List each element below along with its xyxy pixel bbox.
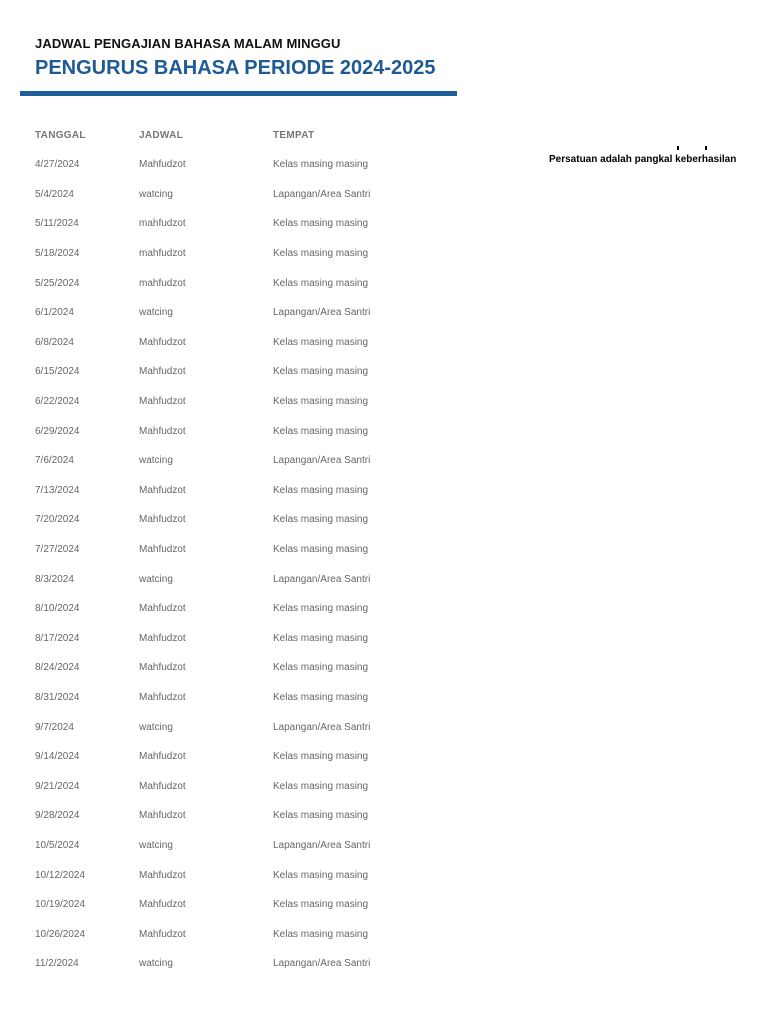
cell-tanggal: 6/1/2024 (35, 307, 74, 319)
table-row (35, 564, 433, 594)
schedule-table-body (35, 150, 433, 979)
cell-tempat: Kelas masing masing (273, 248, 369, 260)
cell-jadwal: watcing (139, 455, 173, 467)
cell-tempat: Kelas masing masing (273, 662, 369, 674)
cell-tanggal: 6/8/2024 (35, 336, 74, 348)
cell-tempat: Kelas masing masing (273, 691, 369, 703)
cell-tanggal: 9/21/2024 (35, 780, 80, 792)
table-row (35, 890, 433, 920)
cell-tempat: Lapangan/Area Santri (273, 839, 371, 851)
table-row (35, 180, 433, 210)
cell-jadwal: Mahfudzot (139, 603, 186, 615)
cell-tanggal: 10/19/2024 (35, 899, 86, 911)
table-row (35, 357, 433, 387)
table-row (35, 209, 433, 239)
cell-jadwal: Mahfudzot (139, 396, 186, 408)
table-row (35, 831, 433, 861)
cell-tempat: Kelas masing masing (273, 366, 369, 378)
cell-jadwal: Mahfudzot (139, 928, 186, 940)
cell-tanggal: 5/18/2024 (35, 248, 80, 260)
table-row (35, 624, 433, 654)
table-row (35, 268, 433, 298)
column-header-tempat: TEMPAT (273, 130, 315, 141)
cell-jadwal: Mahfudzot (139, 632, 186, 644)
document-title: PENGURUS BAHASA PERIODE 2024-2025 (35, 57, 436, 79)
cell-tempat: Kelas masing masing (273, 544, 369, 556)
cell-tanggal: 8/10/2024 (35, 603, 80, 615)
cell-tanggal: 6/15/2024 (35, 366, 80, 378)
table-row (35, 919, 433, 949)
table-row (35, 949, 433, 979)
table-row (35, 328, 433, 358)
cell-tempat: Kelas masing masing (273, 869, 369, 881)
cell-jadwal: Mahfudzot (139, 484, 186, 496)
table-row (35, 476, 433, 506)
cell-tempat: Kelas masing masing (273, 780, 369, 792)
cell-tanggal: 11/2/2024 (35, 958, 79, 970)
cell-tempat: Kelas masing masing (273, 603, 369, 615)
table-row (35, 860, 433, 890)
cell-tanggal: 7/20/2024 (35, 514, 80, 526)
cell-tempat: Kelas masing masing (273, 159, 369, 171)
cell-jadwal: watcing (139, 573, 173, 585)
cell-tempat: Kelas masing masing (273, 277, 369, 289)
cell-jadwal: Mahfudzot (139, 780, 186, 792)
motto-quote: Persatuan adalah pangkal keberhasilan (549, 154, 737, 165)
cell-tanggal: 5/11/2024 (35, 218, 79, 230)
cell-jadwal: Mahfudzot (139, 810, 186, 822)
cell-tanggal: 10/26/2024 (35, 928, 86, 940)
cell-tempat: Kelas masing masing (273, 899, 369, 911)
cell-jadwal: watcing (139, 188, 173, 200)
cell-tempat: Kelas masing masing (273, 425, 369, 437)
table-row (35, 535, 433, 565)
table-row (35, 387, 433, 417)
cell-tanggal: 8/3/2024 (35, 573, 74, 585)
cell-tempat: Lapangan/Area Santri (273, 721, 371, 733)
column-header-jadwal: JADWAL (139, 130, 184, 141)
cell-tanggal: 5/25/2024 (35, 277, 80, 289)
table-row (35, 298, 433, 328)
table-row (35, 712, 433, 742)
table-row (35, 801, 433, 831)
cell-jadwal: Mahfudzot (139, 662, 186, 674)
cell-tempat: Lapangan/Area Santri (273, 455, 371, 467)
cell-tempat: Kelas masing masing (273, 810, 369, 822)
table-header-row (35, 121, 433, 150)
cell-jadwal: Mahfudzot (139, 425, 186, 437)
column-header-tanggal: TANGGAL (35, 130, 86, 141)
cell-tanggal: 6/29/2024 (35, 425, 80, 437)
cell-tempat: Kelas masing masing (273, 336, 369, 348)
schedule-table (35, 121, 433, 979)
quote-decoration (675, 146, 715, 152)
cell-tanggal: 9/28/2024 (35, 810, 80, 822)
cell-tanggal: 10/12/2024 (35, 869, 86, 881)
document-header (35, 36, 436, 80)
table-row (35, 594, 433, 624)
cell-jadwal: Mahfudzot (139, 751, 186, 763)
cell-jadwal: Mahfudzot (139, 366, 186, 378)
cell-tempat: Kelas masing masing (273, 396, 369, 408)
cell-tempat: Lapangan/Area Santri (273, 958, 371, 970)
cell-jadwal: watcing (139, 839, 173, 851)
document-supertitle: JADWAL PENGAJIAN BAHASA MALAM MINGGU (35, 36, 341, 51)
cell-tempat: Lapangan/Area Santri (273, 188, 371, 200)
cell-tanggal: 7/27/2024 (35, 544, 80, 556)
cell-jadwal: watcing (139, 307, 173, 319)
cell-tempat: Kelas masing masing (273, 484, 369, 496)
table-row (35, 653, 433, 683)
cell-tempat: Lapangan/Area Santri (273, 573, 371, 585)
cell-jadwal: mahfudzot (139, 218, 186, 230)
table-row (35, 742, 433, 772)
cell-jadwal: Mahfudzot (139, 899, 186, 911)
table-row (35, 239, 433, 269)
cell-jadwal: Mahfudzot (139, 159, 186, 171)
cell-tanggal: 10/5/2024 (35, 839, 80, 851)
cell-jadwal: Mahfudzot (139, 336, 186, 348)
cell-tanggal: 7/13/2024 (35, 484, 80, 496)
cell-tanggal: 8/24/2024 (35, 662, 80, 674)
table-row (35, 683, 433, 713)
cell-tanggal: 6/22/2024 (35, 396, 80, 408)
cell-tanggal: 9/7/2024 (35, 721, 74, 733)
cell-tanggal: 8/31/2024 (35, 691, 80, 703)
table-row (35, 416, 433, 446)
cell-tempat: Kelas masing masing (273, 514, 369, 526)
cell-jadwal: Mahfudzot (139, 869, 186, 881)
table-row (35, 771, 433, 801)
cell-tanggal: 5/4/2024 (35, 188, 74, 200)
cell-jadwal: Mahfudzot (139, 691, 186, 703)
cell-tanggal: 7/6/2024 (35, 455, 74, 467)
cell-tempat: Kelas masing masing (273, 751, 369, 763)
cell-jadwal: watcing (139, 721, 173, 733)
title-divider (20, 91, 457, 96)
cell-tempat: Kelas masing masing (273, 632, 369, 644)
cell-tanggal: 8/17/2024 (35, 632, 80, 644)
cell-jadwal: mahfudzot (139, 277, 186, 289)
table-row (35, 150, 433, 180)
cell-tempat: Kelas masing masing (273, 218, 369, 230)
cell-jadwal: watcing (139, 958, 173, 970)
cell-tanggal: 4/27/2024 (35, 159, 80, 171)
table-row (35, 505, 433, 535)
cell-jadwal: Mahfudzot (139, 514, 186, 526)
table-row (35, 446, 433, 476)
cell-tempat: Lapangan/Area Santri (273, 307, 371, 319)
cell-tanggal: 9/14/2024 (35, 751, 80, 763)
cell-tempat: Kelas masing masing (273, 928, 369, 940)
cell-jadwal: Mahfudzot (139, 544, 186, 556)
cell-jadwal: mahfudzot (139, 248, 186, 260)
